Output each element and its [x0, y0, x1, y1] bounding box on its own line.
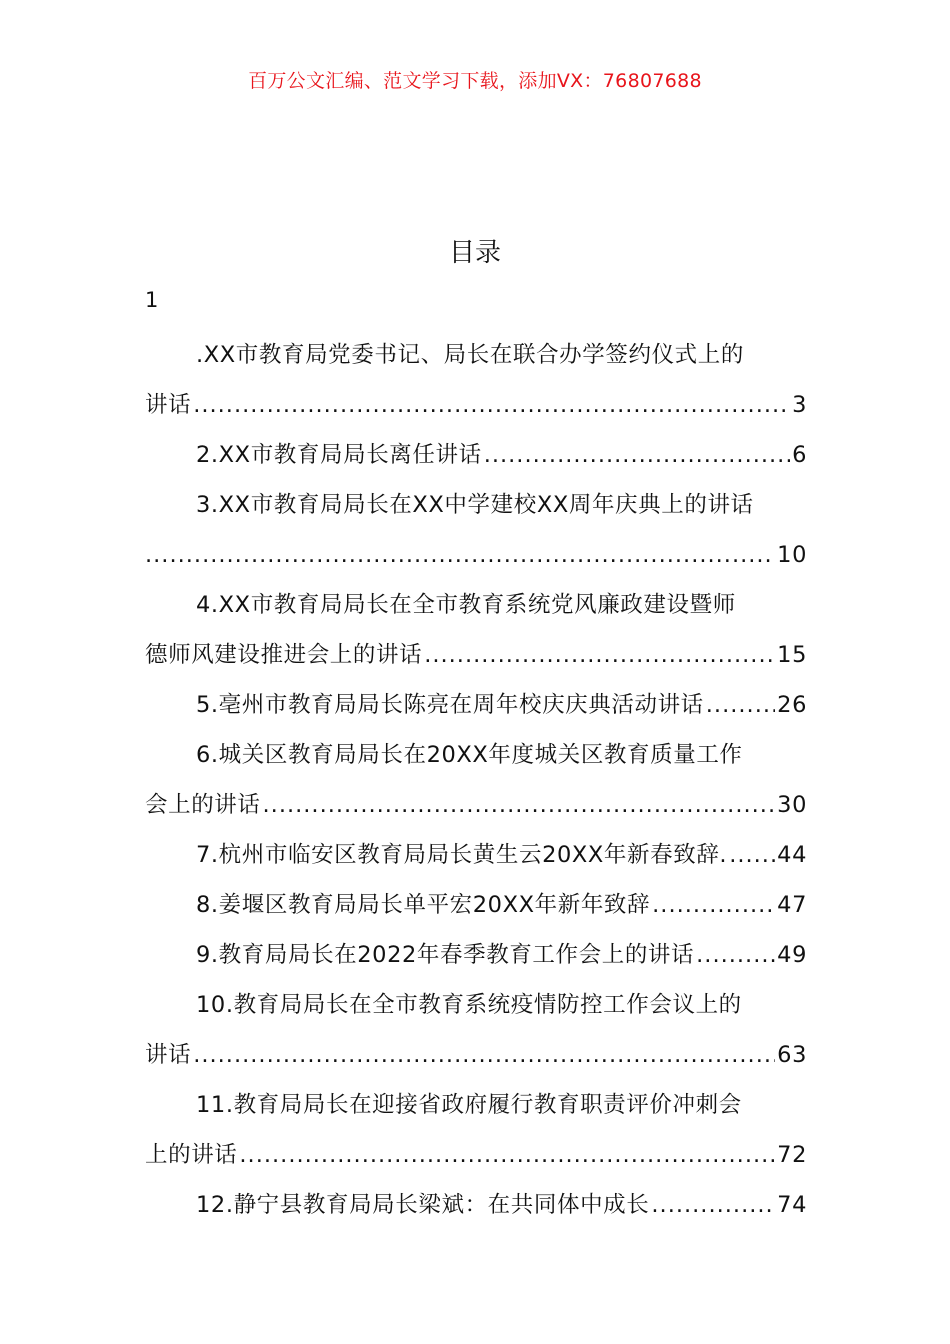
- toc-entry-6-line2[interactable]: [145, 780, 807, 830]
- toc-page-number: 3: [792, 392, 807, 418]
- toc-entry-11-line1[interactable]: [145, 1080, 807, 1130]
- toc-entry-1-line2[interactable]: [145, 380, 807, 430]
- toc-entry-title: 12.静宁县教育局局长梁斌：在共同体中成长: [196, 1192, 650, 1218]
- dot-leader: [263, 780, 776, 830]
- toc-page-number: 15: [777, 642, 807, 668]
- toc-page-number: 10: [777, 542, 807, 568]
- toc-entry-title: 11.教育局局长在迎接省政府履行教育职责评价冲刺会: [196, 1092, 742, 1118]
- toc-entry-3-line2[interactable]: [145, 530, 807, 580]
- toc-title: 目录: [448, 238, 501, 268]
- toc-page-number: 63: [777, 1042, 807, 1068]
- toc-entry-title: 7.杭州市临安区教育局局长黄生云20XX年新春致辞.: [196, 842, 728, 868]
- toc-entry-10-line1[interactable]: [145, 980, 807, 1030]
- dot-leader: [484, 430, 790, 480]
- dot-leader: [424, 630, 775, 680]
- toc-entry-6-line1[interactable]: [145, 730, 807, 780]
- toc-entry-title: 3.XX市教育局局长在XX中学建校XX周年庆典上的讲话: [196, 492, 754, 518]
- toc-entry-title: 4.XX市教育局局长在全市教育系统党风廉政建设暨师: [196, 592, 736, 618]
- toc-page-number: 30: [777, 792, 807, 818]
- header-banner: 百万公文汇编、范文学习下载，添加VX：76807688: [248, 70, 702, 92]
- toc-entry-7[interactable]: [145, 830, 807, 880]
- dot-leader: [651, 1180, 775, 1230]
- toc-entry-title: 10.教育局局长在全市教育系统疫情防控工作会议上的: [196, 992, 742, 1018]
- toc-entry-2[interactable]: [145, 430, 807, 480]
- toc-page-number: 49: [777, 942, 807, 968]
- toc-entry-title-cont: 讲话: [145, 392, 192, 418]
- toc-entry-title: 9.教育局局长在2022年春季教育工作会上的讲话: [196, 942, 695, 968]
- toc-entry-title: 6.城关区教育局局长在20XX年度城关区教育质量工作: [196, 742, 743, 768]
- toc-entry-title: 8.姜堰区教育局局长单平宏20XX年新年致辞: [196, 892, 651, 918]
- toc-entry-3-line1[interactable]: [145, 480, 807, 530]
- dot-leader: [696, 930, 775, 980]
- toc-entry-1-line1[interactable]: [145, 330, 807, 380]
- dot-leader: [193, 380, 790, 430]
- toc-number-line: 1: [145, 288, 159, 312]
- table-of-contents: [145, 330, 807, 1230]
- toc-page-number: 47: [777, 892, 807, 918]
- toc-entry-12[interactable]: [145, 1180, 807, 1230]
- toc-entry-10-line2[interactable]: [145, 1030, 807, 1080]
- dot-leader: [239, 1130, 775, 1180]
- toc-page-number: 6: [792, 442, 807, 468]
- toc-entry-title-cont: 会上的讲话: [145, 792, 261, 818]
- toc-page-number: 26: [777, 692, 807, 718]
- toc-entry-9[interactable]: [145, 930, 807, 980]
- toc-entry-title: 5.亳州市教育局局长陈亮在周年校庆庆典活动讲话: [196, 692, 704, 718]
- toc-page-number: 44: [777, 842, 807, 868]
- toc-entry-4-line1[interactable]: [145, 580, 807, 630]
- toc-entry-4-line2[interactable]: [145, 630, 807, 680]
- toc-entry-title-cont: 讲话: [145, 1042, 192, 1068]
- dot-leader: [145, 530, 775, 580]
- toc-entry-title: .XX市教育局党委书记、局长在联合办学签约仪式上的: [196, 342, 744, 368]
- toc-entry-11-line2[interactable]: [145, 1130, 807, 1180]
- toc-page-number: 74: [777, 1192, 807, 1218]
- toc-entry-title: 2.XX市教育局局长离任讲话: [196, 442, 482, 468]
- dot-leader: [729, 830, 775, 880]
- toc-page-number: 72: [777, 1142, 807, 1168]
- dot-leader: [193, 1030, 775, 1080]
- toc-entry-title-cont: 德师风建设推进会上的讲话: [145, 642, 423, 668]
- toc-entry-title-cont: 上的讲话: [145, 1142, 238, 1168]
- toc-entry-5[interactable]: [145, 680, 807, 730]
- dot-leader: [706, 680, 775, 730]
- dot-leader: [652, 880, 775, 930]
- toc-entry-8[interactable]: [145, 880, 807, 930]
